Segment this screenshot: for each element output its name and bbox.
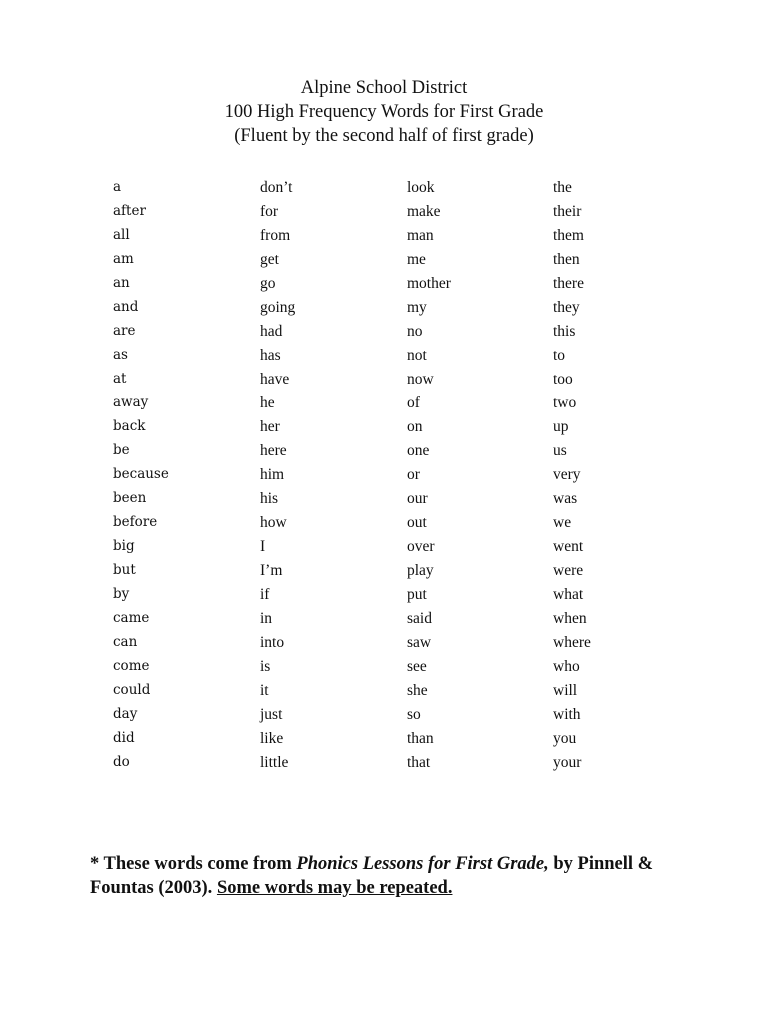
word-item: did bbox=[113, 729, 135, 746]
word-item: can bbox=[113, 633, 138, 650]
word-item: away bbox=[113, 394, 149, 411]
word-item: go bbox=[260, 274, 276, 292]
word-item: who bbox=[553, 657, 580, 675]
word-item: then bbox=[553, 250, 580, 268]
footnote-authors: by Pinnell & Fountas (2003). bbox=[90, 854, 654, 898]
word-item: here bbox=[260, 442, 287, 460]
word-item: of bbox=[407, 394, 420, 412]
footnote-prefix: * These words come from bbox=[90, 854, 297, 874]
word-item: at bbox=[113, 370, 127, 387]
word-item: I’m bbox=[260, 562, 283, 579]
word-item: you bbox=[553, 729, 577, 747]
word-item: there bbox=[553, 274, 584, 292]
word-item: been bbox=[113, 490, 147, 507]
word-item: the bbox=[553, 179, 572, 196]
word-item: when bbox=[553, 609, 587, 627]
word-item: have bbox=[260, 370, 290, 388]
word-item: what bbox=[553, 585, 584, 603]
word-item: make bbox=[407, 202, 441, 220]
word-item: no bbox=[407, 322, 423, 340]
word-item: he bbox=[260, 394, 275, 412]
word-item: said bbox=[407, 609, 432, 627]
word-item: if bbox=[260, 585, 270, 603]
word-item: in bbox=[260, 609, 273, 627]
word-item: it bbox=[260, 681, 269, 699]
word-item: this bbox=[553, 322, 576, 340]
word-item: went bbox=[553, 538, 584, 556]
word-item: mother bbox=[407, 274, 451, 292]
word-item: like bbox=[260, 729, 284, 747]
word-item: an bbox=[113, 274, 130, 291]
word-item: a bbox=[113, 179, 122, 195]
word-item: had bbox=[260, 322, 283, 340]
word-item: day bbox=[113, 705, 138, 722]
word-item: over bbox=[407, 538, 435, 556]
word-item: out bbox=[407, 514, 427, 532]
word-item: his bbox=[260, 490, 279, 508]
word-item: but bbox=[113, 562, 136, 578]
word-item: that bbox=[407, 753, 431, 771]
word-item: or bbox=[407, 466, 420, 484]
list-title: 100 High Frequency Words for First Grade bbox=[224, 102, 544, 122]
word-item: me bbox=[407, 250, 426, 268]
word-item: little bbox=[260, 753, 289, 771]
word-item: one bbox=[407, 442, 430, 460]
word-item: their bbox=[553, 202, 582, 220]
word-item: was bbox=[553, 490, 578, 508]
word-item: going bbox=[260, 298, 296, 316]
word-column-2 bbox=[260, 176, 295, 774]
word-item: too bbox=[553, 370, 573, 388]
word-item: them bbox=[553, 226, 584, 244]
word-item: am bbox=[113, 250, 134, 267]
word-item: than bbox=[407, 729, 434, 747]
word-item: could bbox=[113, 681, 151, 698]
word-item: my bbox=[407, 298, 427, 316]
word-item: see bbox=[407, 657, 427, 675]
word-item: for bbox=[260, 202, 279, 220]
word-item: be bbox=[113, 442, 130, 459]
word-item: us bbox=[553, 442, 567, 460]
word-item: come bbox=[113, 657, 150, 674]
word-item: because bbox=[113, 466, 169, 483]
word-item: so bbox=[407, 705, 421, 723]
document-header bbox=[0, 76, 768, 148]
word-item: don’t bbox=[260, 179, 293, 196]
word-item: up bbox=[553, 418, 569, 436]
word-item: big bbox=[113, 538, 135, 555]
word-item: two bbox=[553, 394, 577, 412]
list-subtitle: (Fluent by the second half of first grade) bbox=[234, 126, 534, 146]
word-item: how bbox=[260, 514, 287, 532]
word-item: came bbox=[113, 609, 150, 626]
footnote bbox=[90, 852, 710, 900]
word-item: him bbox=[260, 466, 285, 484]
word-item: back bbox=[113, 418, 146, 435]
word-item: is bbox=[260, 657, 271, 675]
word-column-4 bbox=[553, 176, 591, 774]
word-item: our bbox=[407, 490, 428, 508]
word-item: has bbox=[260, 346, 281, 364]
word-item: she bbox=[407, 681, 428, 699]
footnote-book-title: Phonics Lessons for First Grade, bbox=[296, 854, 549, 874]
word-item: they bbox=[553, 298, 580, 316]
word-item: get bbox=[260, 250, 279, 268]
word-item: were bbox=[553, 562, 584, 579]
district-title: Alpine School District bbox=[300, 78, 468, 98]
footnote-repeated-note: Some words may be repeated. bbox=[216, 878, 453, 898]
word-item: we bbox=[553, 514, 572, 532]
word-item: all bbox=[113, 226, 130, 243]
word-item: before bbox=[113, 514, 158, 531]
word-item: her bbox=[260, 418, 280, 436]
word-item: now bbox=[407, 370, 434, 388]
word-item: with bbox=[553, 705, 581, 723]
word-item: saw bbox=[407, 633, 432, 651]
word-item: will bbox=[553, 681, 578, 699]
word-item: play bbox=[407, 562, 434, 579]
word-item: and bbox=[113, 298, 139, 315]
word-item: I bbox=[260, 538, 266, 556]
word-item: into bbox=[260, 633, 285, 651]
word-column-1 bbox=[113, 176, 169, 774]
word-item: put bbox=[407, 585, 427, 603]
word-item: man bbox=[407, 226, 434, 244]
word-item: do bbox=[113, 753, 130, 770]
word-item: very bbox=[553, 466, 581, 484]
word-item: as bbox=[113, 346, 128, 363]
word-item: not bbox=[407, 346, 427, 364]
word-item: look bbox=[407, 179, 435, 196]
word-item: your bbox=[553, 753, 582, 771]
word-item: on bbox=[407, 418, 423, 436]
word-item: where bbox=[553, 633, 591, 651]
word-item: are bbox=[113, 322, 136, 339]
word-column-3 bbox=[407, 176, 451, 774]
word-item: after bbox=[113, 202, 146, 219]
word-item: just bbox=[260, 705, 283, 723]
word-item: by bbox=[113, 585, 130, 602]
word-item: from bbox=[260, 226, 291, 244]
word-item: to bbox=[553, 346, 566, 364]
